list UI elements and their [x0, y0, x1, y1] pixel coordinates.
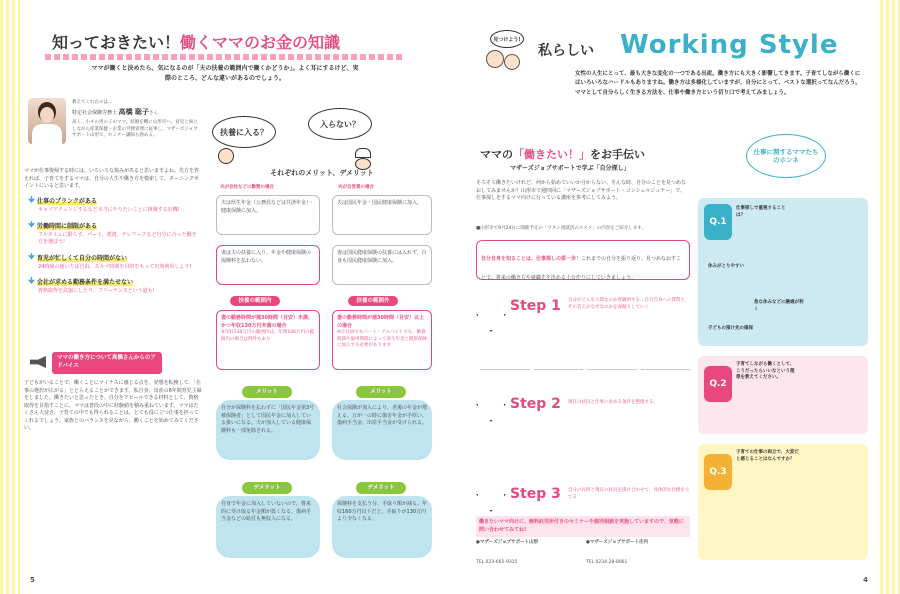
step-3-text: 自分の長所と現在の状況を掛け合わせて、具体的な目標を立てる — [568, 488, 690, 500]
help-note: ■山形市で9月24日に開催予定の「ワタシ流就活のススメ」の内容をご紹介します。 — [476, 226, 646, 231]
step-3-label: Step 3 — [510, 486, 561, 502]
point-item: 仕事のブランクがある キャリアチェンジするなど本当にやりたいことに挑戦する好機! — [28, 196, 200, 215]
right-title-b: Working Style — [620, 30, 839, 60]
demerit-out-box: 保険料を支払う分、手取り額が減る。年収160万円以下だと、手取りが130万円より少なくなる。 — [332, 496, 432, 558]
right-title-a: 私らしい — [538, 43, 594, 59]
merit-out-box: 社会保険が加入により、老後の年金が増える。万が一の時に傷害年金が手厚い。傷病手当金、出産手当金が受けられる。 — [332, 400, 432, 460]
q2-badge: Q.2 — [704, 366, 732, 402]
title-underline — [45, 54, 405, 60]
right-intro: 女性の人生にとって、最も大きな変化の一つである出産。働き方にも大きく影響してきます。子育てしながら働くにはいろいろなハードルもありますね。働き方は多様化していますが、自分にとって、ベストな選択ってなんだろう。ママとして自分らしく生きる方法を、仕事や働き方という切り口で考えてみましょう。 — [575, 71, 861, 96]
company-label: 夫が会社などに勤務の場合 — [220, 185, 274, 190]
demerit-label-in: デメリット — [242, 482, 292, 494]
contact-heading: 働きたいママ向けに、無料託児所付きのセミナーや個別相談を実施していますので、気軽に問い合わせてみてね! — [476, 516, 690, 537]
merit-label-in: メリット — [242, 386, 292, 398]
step-2-text: 現在の状況と仕事に求める条件を整理する。 — [568, 400, 658, 405]
page-number-left: 5 — [30, 576, 35, 584]
q2-box: Q.2 子育てしながら働くとして、こうだったらいいなという理想を教えてください。 — [698, 356, 868, 434]
point-item: 労働時間に制限がある フルタイムに限らず、パート、派遣、テレワークなど自分に合った働き方を選ぼう! — [28, 221, 200, 247]
left-page-title: 知っておきたい！働くママのお金の知識 — [52, 33, 341, 52]
contact-1: ●マザーズジョブサポート山形 — [476, 540, 539, 545]
down-arrow-icon — [28, 253, 35, 260]
advice-banner: ママの働き方について高橋さんからのアドバイス — [30, 352, 200, 374]
honne-title-bubble: 仕事に関するママたちのホンネ — [746, 134, 826, 178]
right-stripe-border — [880, 0, 900, 594]
find-bubble: 見つけよう! — [490, 30, 524, 48]
demerit-label-out: デメリット — [356, 482, 406, 494]
down-arrow-icon — [28, 196, 35, 203]
q1-box: Q.1 仕事探しで重視することは？ 休みがとりやすい 急な休みなどに融通が利く 子どもの預け先の確保 — [698, 198, 868, 346]
megaphone-icon — [30, 356, 46, 368]
step-2-label: Step 2 — [510, 396, 561, 412]
help-title: ママの「働きたい！」をお手伝い — [480, 148, 645, 161]
self-box-2: 妻は国民健康保険の扶養には入れず、自身も国民健康保険に加入。 — [332, 245, 432, 285]
company-box-1: 夫は厚生年金（公務員などは共済年金）・健康保険に加入。 — [216, 195, 320, 235]
left-column-intro: ママが仕事復帰する時には、いろいろな悩みがあると思いますよね。先方を答えれば、子育てをするママは、自分の人生や働き方を模索して、ターニングポイントにいると思います。 — [24, 168, 200, 189]
left-stripe-border — [0, 0, 20, 594]
down-arrow-icon — [28, 277, 35, 284]
question-bubble-2: 入らない？ — [308, 108, 372, 140]
merit-heading: それぞれのメリット、デメリット — [270, 169, 374, 177]
left-page — [20, 0, 450, 594]
body-text: 子どもがいることで、働くことにマイナスに感じる点を、発想を転換して、「仕事の選択が広がる」ととらえることができます。私自身、出産の6年間育児主婦をしました。働きたいと思ったとき、自分をアピールできる材料として、資格取得を目指すことに。ママは普段の中に経験値を積み重ねています。ママはたくさん大変さ、子育ての中でも得られることは、とても役に立つ仕事を担ってくれるでしょう。家族とのバランスを見ながら、働くことを始めてみてください。 — [24, 380, 202, 431]
self-box-1: 夫は国民年金・国民健康保険に加入。 — [332, 195, 432, 235]
point-item: 会社が求める勤務条件を満たせない 資格取得を武器にしたり、フリーランスという道も! — [28, 277, 200, 296]
demerit-in-box: 自身で年金に加入していないので、将来的に受け取る年金額が低くなる。傷病手当金などの給付も無収入になる。 — [216, 496, 320, 558]
q3-badge: Q.3 — [704, 454, 732, 490]
step-arrow-icon — [476, 386, 506, 422]
step-1-text: 自分がどんな人間なのか客観的する…自分自身への質問と、その答えがなぜなのかを深掘りしていく — [568, 298, 690, 310]
step-1-label: Step 1 — [510, 298, 561, 314]
contact-2: ●マザーズジョブサポート庄内 — [586, 540, 649, 545]
in-fuyou-pill: 扶養の範囲内 — [230, 296, 280, 306]
q1-badge: Q.1 — [704, 204, 732, 240]
help-text: そろそろ働きたいけれど、何から始めていいか分からない。そんな時、自分のことを見つめなおしてみませんか？山形市で週四回に「マザーズジョブサポート・コンシェルジュナー」で、仕事探しをするママ向けに行っている講座を参考にしてみよう。 — [476, 180, 687, 201]
self-label: 夫が自営業の場合 — [338, 185, 374, 190]
self-know-box: 自分自身を知ることは、仕事探しの第一歩！これまでの自分を振り返り、見つめなおすことで、将来の働き方や就職先を決める土台作りにしていきましょう。 — [476, 240, 690, 280]
out-fuyou-pill: 扶養の範囲外 — [348, 296, 398, 306]
company-box-2: 妻は夫の扶養に入り、年金や健康保険の保険料を払わない。 — [216, 245, 320, 285]
profile-section: 教えてくれたのは… 特定社会保険労務士 高橋 聡子さん 高１、小４の男の子のママ。結婚を機に山形市へ。育児と両立しながら産業保健・企業の労務管理に従事し、マザーズジョブサポート山形で、セミナー講師も務める。 — [28, 98, 198, 168]
points-list — [28, 196, 200, 302]
merit-label-out: メリット — [356, 386, 406, 398]
left-intro: ママが働くと決めたら、気になるのが「夫の扶養の範囲内で働くかどうか」。よく耳にするけど、実際のところ、どんな違いがあるのでしょう。 — [91, 65, 359, 82]
point-item: 育児が忙しくて自分の時間がない 24時間の使い方は自由。スキマ時間を目的をもって有効利用しよう! — [28, 253, 200, 272]
page-number-right: 4 — [863, 576, 868, 584]
tel-1: TEL 023-665-9315 — [476, 560, 518, 565]
profile-photo — [28, 98, 66, 144]
man-character-icon — [218, 148, 236, 172]
merit-in-box: 自分が保険料を払わずに「国民年金第3号被保険者」として国民年金に加入している扱いになる。夫が加入している健康保険料も一部免除される。 — [216, 400, 320, 460]
step-1-question-row — [480, 322, 690, 370]
in-fuyou-box: 妻の勤務時間が週30時間（目安）未満、かつ年収130万円未満の場合 ※年収130万円の範囲内は、年間106万円の範囲内の場合は例外もあり — [216, 310, 320, 370]
out-fuyou-box: 妻の勤務時間が週30時間（目安）以上の場合 ※正社員でもパート・アルバイトでも、勤務時間や雇用期間によって厚生年金と健康保険に加入する必要があります — [332, 310, 432, 370]
question-bubble-1: 扶養に入る？ — [212, 116, 276, 148]
q3-box: Q.3 子育ての仕事の両立で、大変だと感じることはなんですか？ — [698, 444, 868, 560]
tel-2: TEL 0234-28-8061 — [586, 560, 628, 565]
down-arrow-icon — [28, 221, 35, 228]
right-page — [450, 0, 880, 594]
step-arrow-icon — [476, 476, 506, 512]
help-subtitle: マザーズジョブサポートで学ぶ「自分探し」 — [510, 165, 630, 172]
